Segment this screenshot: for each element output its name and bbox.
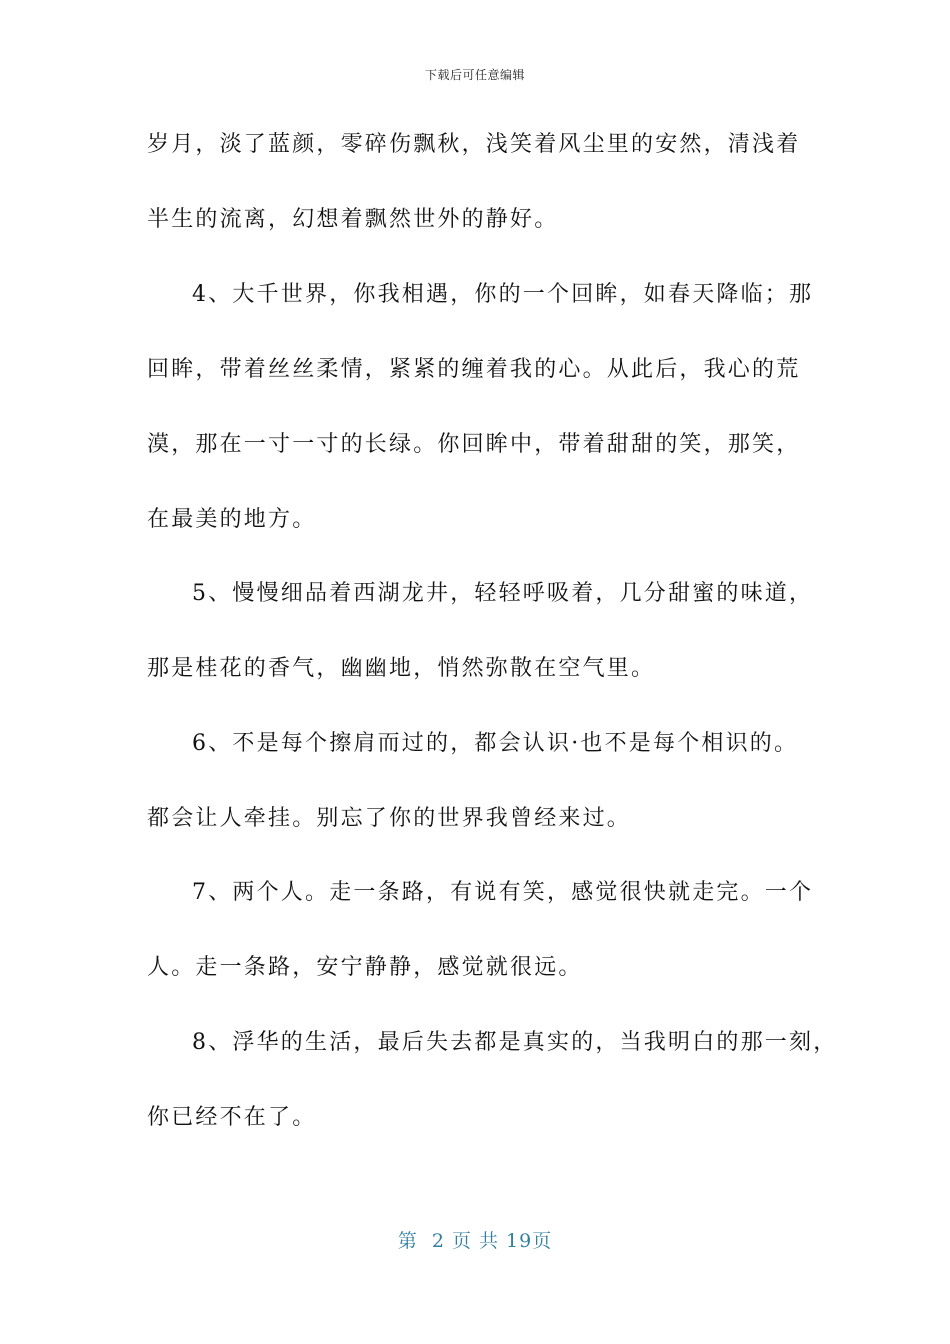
paragraph-start-4: 4、大千世界，你我相遇，你的一个回眸，如春天降临；那 (192, 282, 814, 307)
text-line: 人。走一条路，安宁静静，感觉就很远。 (147, 955, 583, 980)
text-line: 都会让人牵挂。别忘了你的世界我曾经来过。 (147, 806, 632, 831)
page-number-footer: 第 2 页 共 19页 (397, 1230, 553, 1252)
paragraph-start-6: 6、不是每个擦肩而过的，都会认识·也不是每个相识的。 (192, 731, 799, 756)
text-line: 那是桂花的香气，幽幽地，悄然弥散在空气里。 (147, 656, 656, 681)
text-line: 在最美的地方。 (147, 507, 317, 532)
text-line: 回眸，带着丝丝柔情，紧紧的缠着我的心。从此后，我心的荒 (147, 357, 801, 382)
text-line: 半生的流离，幻想着飘然世外的静好。 (147, 207, 559, 232)
paragraph-start-5: 5、慢慢细品着西湖龙井，轻轻呼吸着，几分甜蜜的味道， (192, 581, 814, 606)
text-line: 你已经不在了。 (147, 1105, 317, 1130)
paragraph-start-7: 7、两个人。走一条路，有说有笑，感觉很快就走完。一个 (192, 880, 814, 905)
paragraph-start-8: 8、浮华的生活，最后失去都是真实的，当我明白的那一刻， (192, 1030, 838, 1055)
text-line: 岁月，淡了蓝颜，零碎伤飘秋，浅笑着风尘里的安然，清浅着 (147, 132, 801, 157)
page-header: 下载后可任意编辑 (424, 68, 525, 82)
text-line: 漠，那在一寸一寸的长绿。你回眸中，带着甜甜的笑，那笑， (147, 432, 801, 457)
